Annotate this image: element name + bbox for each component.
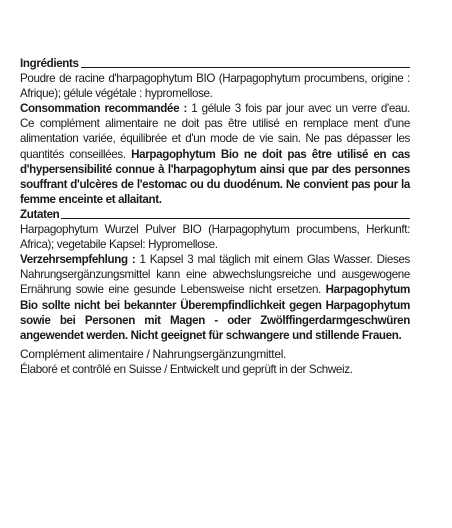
dosage-paragraph-fr: [20, 101, 410, 207]
heading-rule: [81, 67, 410, 68]
warning-text-de: Harpagophytum Bio sollte nicht bei bekannter Überempfindlichkeit gegen Harpagophytum sowie bei Personen mit Magen - oder Zwölffingerdarmgeschwüren angewendet werden. Nicht geeignet für schwangere und stillende Frauen.: [20, 283, 410, 342]
warning-text-fr: Harpagophytum Bio ne doit pas être utilisé en cas d'hypersensibilité connue à l'harpagophytum ainsi que par des personnes souffrant d'ulcères de l'estomac ou du duodénum. Ne convient pas pour la femme enceinte et allaitant.: [20, 147, 410, 206]
product-category: Complément alimentaire / Nahrungsergänzungmittel.: [20, 346, 287, 361]
production-origin: Élaboré et contrôlé en Suisse / Entwickelt und geprüft in der Schweiz.: [20, 362, 353, 376]
dosage-label-fr: Consommation recommandée :: [20, 102, 187, 116]
dosage-label-de: Verzehrsempfehlung :: [20, 253, 136, 267]
ingredients-heading-de: Zutaten: [20, 207, 410, 222]
heading-rule: [61, 218, 410, 219]
dosage-text-fr: 1 gélule 3 fois par jour avec un verre d'eau. Ce complément alimentaire ne doit pas être utilisé en remplace ment d'une alimentation variée, équilibrée et d'un mode de vie sain. Ne pas dépasser les quantités conseillées.: [20, 102, 410, 161]
dosage-paragraph-de: [20, 252, 410, 343]
dosage-text-de: 1 Kapsel 3 mal täglich mit einem Glas Wasser. Dieses Nahrungsergänzungsmittel kann eine abwechslungsreiche und ausgewogene Ernährung sowie eine gesunde Lebensweise nicht ersetzen.: [20, 253, 410, 297]
product-label-text: [20, 56, 410, 378]
ingredients-text-fr: Poudre de racine d'harpagophytum BIO (Harpagophytum procumbens, origine : Afrique); gélule végétale : hypromellose.: [20, 72, 410, 101]
ingredients-heading-fr: Ingrédients: [20, 56, 410, 71]
ingredients-text-de: Harpagophytum Wurzel Pulver BIO (Harpagophytum procumbens, Herkunft: Africa); vegetabile Kapsel: Hypromellose.: [20, 223, 410, 252]
